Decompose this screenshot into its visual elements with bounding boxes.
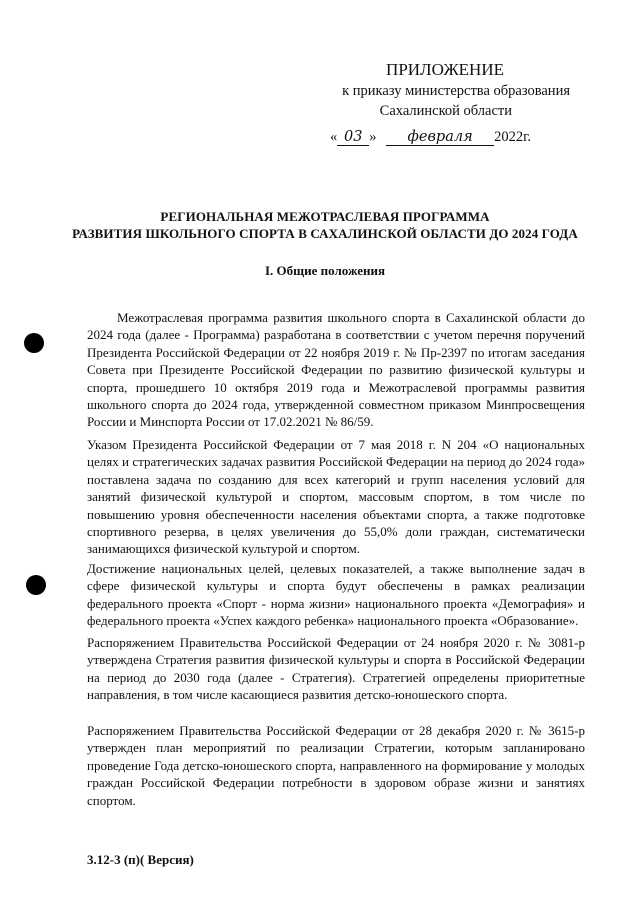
appendix-block xyxy=(300,60,570,121)
paragraph: Межотраслевая программа развития школьного спорта в Сахалинской области до 2024 года (далее - Программа) разработана в соответствии с учетом перечня поручений Президента Российской Федерации от 22 ноября 2019 г. № Пр-2397 по итогам заседания Совета при Президенте Российской Федерации по развитию физической культуры и спорта, прошедшего 10 октября 2019 года и Межотраслевой программы развития школьного спорта до 2024 года, утвержденной совместном приказом Минпросвещения России и Минспорта России от 17.02.2021 № 86/59. xyxy=(87,310,585,430)
appendix-order-line: к приказу министерства образования xyxy=(342,83,570,99)
title-line-1: РЕГИОНАЛЬНАЯ МЕЖОТРАСЛЕВАЯ ПРОГРАММА xyxy=(160,209,490,224)
punch-hole xyxy=(26,575,46,595)
title-line-2: РАЗВИТИЯ ШКОЛЬНОГО СПОРТА В САХАЛИНСКОЙ ОБЛАСТИ ДО 2024 ГОДА xyxy=(72,226,578,241)
date-day: 03 xyxy=(337,129,369,146)
paragraph: Достижение национальных целей, целевых показателей, а также выполнение задач в сфере физической культуры и спорта будут обеспечены в рамках реализации федерального проекта «Спорт - норма жизни» национального проекта «Демография» и федерального проекта «Успех каждого ребенка» национального проекта «Образование». xyxy=(87,561,585,629)
date-year: 2022г. xyxy=(494,129,532,145)
open-quote: « xyxy=(330,129,338,145)
paragraph: Указом Президента Российской Федерации от 7 мая 2018 г. N 204 «О национальных целях и стратегических задачах развития Российской Федерации на период до 2024 года» поставлена задача по созданию для всех категорий и групп населения условий для занятий физической культурой и спортом, массовым спортом, в том числе по повышению уровня обеспеченности населения объектами спорта, а также подготовке спортивного резерва, в целях увеличения до 55,0% доли граждан, систематически занимающихся физической культурой и спортом. xyxy=(87,437,585,557)
appendix-heading: ПРИЛОЖЕНИЕ xyxy=(386,60,504,79)
close-quote: » xyxy=(369,129,377,145)
version-footer: 3.12-3 (п)( Версия) xyxy=(87,852,194,867)
paragraph: Распоряжением Правительства Российской Федерации от 28 декабря 2020 г. № 3615-р утвержден план мероприятий по реализации Стратегии, которым запланировано проведение Года детско-юношеского спорта, направленного на формирование у молодых граждан Российской Федерации потребности в здоровом образе жизни и занятиях спортом. xyxy=(87,723,585,808)
document-title xyxy=(60,208,590,242)
section-heading: I. Общие положения xyxy=(265,263,385,278)
appendix-region-line: Сахалинской области xyxy=(379,103,512,119)
paragraph: Распоряжением Правительства Российской Федерации от 24 ноября 2020 г. № 3081-р утверждена Стратегия развития физической культуры и спорта в Российской Федерации на период до 2030 года (далее - Стратегия). Стратегией определены приоритетные направления, в том числе касающиеся развития детско-юношеского спорта. xyxy=(87,635,585,703)
date-month: февраля xyxy=(386,129,494,146)
date-line xyxy=(330,129,531,146)
punch-hole xyxy=(24,333,44,353)
